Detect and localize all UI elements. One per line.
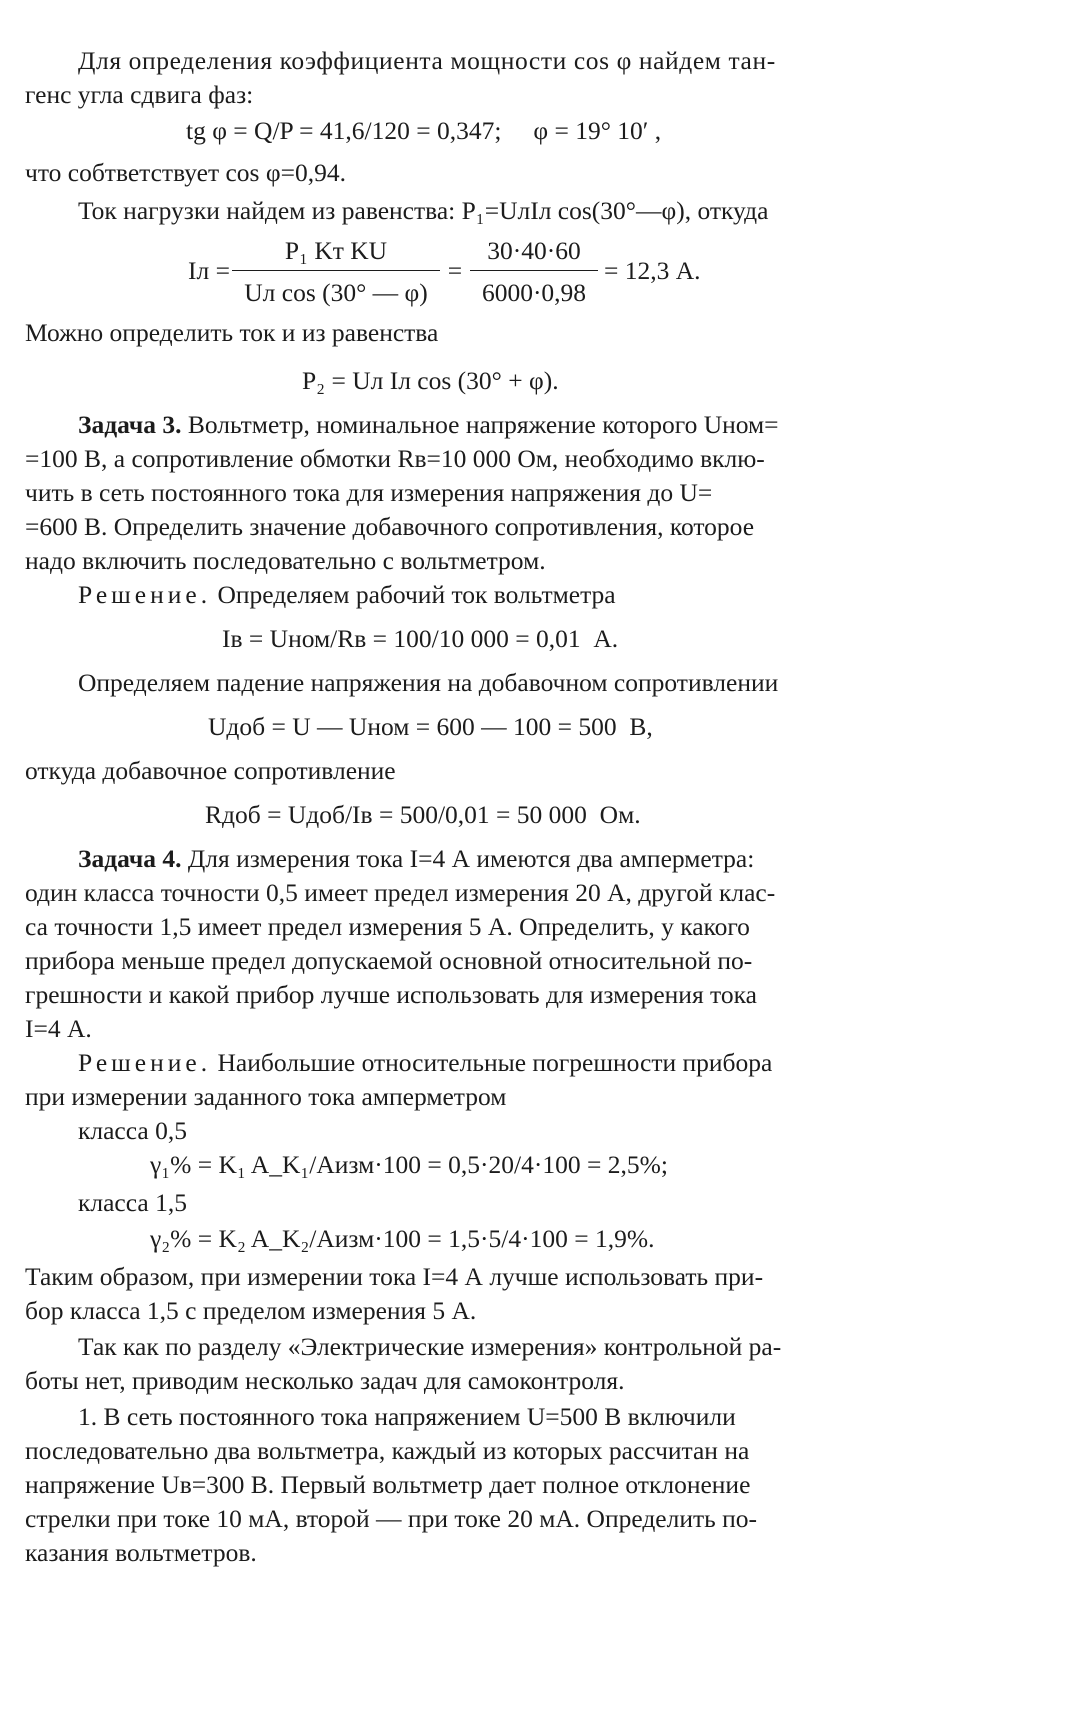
fraction-numerator: P₁ Kт KU — [284, 236, 388, 265]
fraction-denominator: 6000·0,98 — [481, 278, 587, 307]
task-3-line — [78, 412, 779, 438]
equation-lhs: Iл = — [188, 256, 230, 285]
equation-result: = 12,3 А. — [604, 256, 701, 285]
fraction-denominator: Uл cos (30° — φ) — [244, 278, 428, 307]
text-line: Можно определить ток и из равенства — [25, 318, 439, 347]
solution-line — [78, 1050, 772, 1076]
text-line: боты нет, приводим несколько задач для самоконтроля. — [25, 1366, 625, 1395]
text-line: стрелки при токе 10 мА, второй — при токе 20 мА. Определить по- — [25, 1504, 758, 1533]
text-line: са точности 1,5 имеет предел измерения 5 А. Определить, у какого — [25, 912, 750, 941]
text-line: что собтветствует cos φ=0,94. — [25, 158, 346, 187]
text-span: Наибольшие относительные погрешности прибора — [217, 1048, 773, 1077]
solution-line — [78, 582, 616, 608]
text-line: =100 В, а сопротивление обмотки Rв=10 000 Ом, необходимо вклю- — [25, 444, 765, 473]
text-line: класса 0,5 — [78, 1116, 187, 1145]
text-line: грешности и какой прибор лучше использовать для измерения тока — [25, 980, 757, 1009]
text-line: 1. В сеть постоянного тока напряжением U=500 В включили — [78, 1402, 736, 1431]
text-line: =600 В. Определить значение добавочного сопротивления, которое — [25, 512, 755, 541]
text-line: последовательно два вольтметра, каждый из которых рассчитан на — [25, 1436, 750, 1465]
equals-sign: = — [447, 256, 463, 285]
fraction-bar — [232, 270, 440, 271]
equation-gamma-1: γ₁% = K₁ A_K₁/Aизм·100 = 0,5·20/4·100 = 2,5%; — [150, 1150, 668, 1179]
text-line: Для определения коэффициента мощности cos φ найдем тан- — [78, 46, 776, 75]
text-line: Ток нагрузки найдем из равенства: P₁=UлIл cos(30°—φ), откуда — [78, 196, 769, 225]
text-line: напряжение Uв=300 В. Первый вольтметр дает полное отклонение — [25, 1470, 751, 1499]
equation-power: P₂ = Uл Iл cos (30° + φ). — [302, 366, 559, 395]
text-line: класса 1,5 — [78, 1188, 187, 1217]
task-heading: Задача 3. — [78, 410, 182, 439]
task-heading: Задача 4. — [78, 844, 182, 873]
equation-voltmeter-current: Iв = Uном/Rв = 100/10 000 = 0,01 А. — [222, 624, 619, 653]
text-span: Для измерения тока I=4 А имеются два амперметра: — [187, 844, 755, 873]
text-span: Определяем рабочий ток вольтметра — [217, 580, 616, 609]
equation-resistance: Rдоб = Uдоб/Iв = 500/0,01 = 50 000 Ом. — [205, 800, 641, 829]
text-line: генс угла сдвига фаз: — [25, 80, 254, 109]
text-line: надо включить последовательно с вольтметром. — [25, 546, 546, 575]
fraction-bar — [470, 270, 598, 271]
text-line: чить в сеть постоянного тока для измерения напряжения до U= — [25, 478, 713, 507]
text-line: прибора меньше предел допускаемой основной относительной по- — [25, 946, 753, 975]
equation-tangent: tg φ = Q/P = 41,6/120 = 0,347; φ = 19° 10′ , — [186, 116, 662, 145]
text-line: Определяем падение напряжения на добавочном сопротивлении — [78, 668, 779, 697]
text-line: Таким образом, при измерении тока I=4 А лучше использовать при- — [25, 1262, 764, 1291]
text-line: Так как по разделу «Электрические измерения» контрольной ра- — [78, 1332, 782, 1361]
text-line: откуда добавочное сопротивление — [25, 756, 396, 785]
text-line: при измерении заданного тока амперметром — [25, 1082, 507, 1111]
text-span: Вольтметр, номинальное напряжение которого Uном= — [187, 410, 779, 439]
text-line: I=4 А. — [25, 1014, 92, 1043]
text-line: бор класса 1,5 с пределом измерения 5 А. — [25, 1296, 477, 1325]
text-line: казания вольтметров. — [25, 1538, 257, 1567]
text-line: один класса точности 0,5 имеет предел измерения 20 А, другой клас- — [25, 878, 776, 907]
equation-gamma-2: γ₂% = K₂ A_K₂/Aизм·100 = 1,5·5/4·100 = 1,9%. — [150, 1224, 655, 1253]
solution-heading: Решение. — [78, 1048, 212, 1077]
solution-heading: Решение. — [78, 580, 212, 609]
fraction-numerator: 30·40·60 — [487, 236, 581, 265]
equation-voltage-drop: Uдоб = U — Uном = 600 — 100 = 500 В, — [208, 712, 653, 741]
task-4-line — [78, 846, 754, 872]
